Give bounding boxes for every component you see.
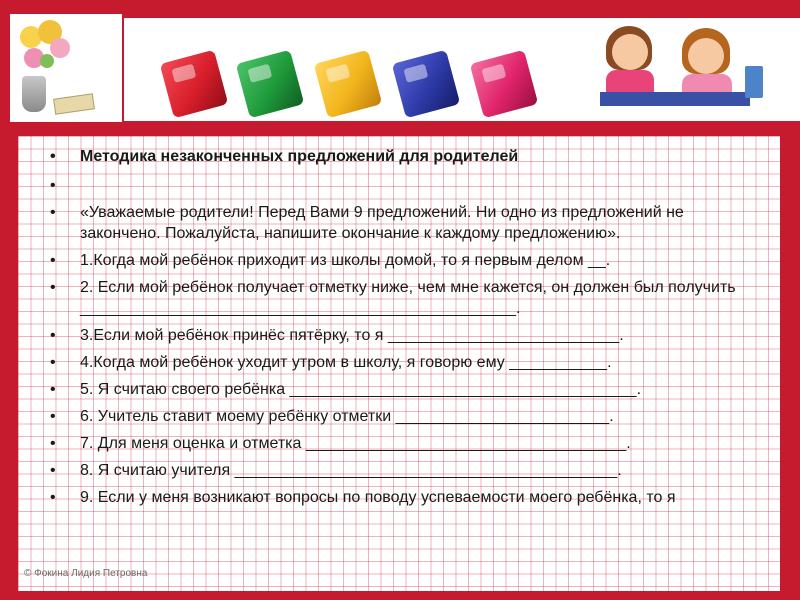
pencil-cup-icon [745, 66, 763, 98]
list-item-intro [50, 202, 740, 244]
list-item-text: Методика незаконченных предложений для родителей [80, 148, 519, 165]
book-icon [53, 93, 95, 114]
bullet-icon: • [50, 327, 56, 344]
bullet-icon: • [50, 252, 56, 269]
list-item-text: «Уважаемые родители! Перед Вами 9 предложений. Ни одно из предложений не закончено. Пожалуйста, напишите окончание к каждому предложению». [80, 204, 684, 242]
girl-face-icon [612, 34, 648, 70]
list-item-text: 2. Если мой ребёнок получает отметку ниже, чем мне кажется, он должен был получить _________________________________________________. [80, 279, 736, 317]
dress-icon [606, 70, 654, 94]
list-item-text: 9. Если у меня возникают вопросы по поводу успеваемости моего ребёнка, то я [80, 489, 676, 506]
list-item-text: 5. Я считаю своего ребёнка _______________________________________. [80, 381, 642, 398]
list-item [50, 277, 740, 319]
list-item-text: 4.Когда мой ребёнок уходит утром в школу, я говорю ему ___________. [80, 354, 612, 371]
copyright-text: © Фокина Лидия Петровна [24, 568, 148, 579]
content-panel [18, 136, 780, 591]
desk-icon [600, 92, 750, 106]
blue-gem-icon [392, 50, 461, 119]
bullet-icon: • [50, 381, 56, 398]
list-item [50, 460, 740, 481]
list-item [50, 325, 740, 346]
bullet-icon: • [50, 435, 56, 452]
list-item [50, 487, 740, 508]
list-item-text: 7. Для меня оценка и отметка ____________________________________. [80, 435, 631, 452]
vase-icon [22, 76, 46, 112]
bullet-icon: • [50, 354, 56, 371]
bullet-icon: • [50, 177, 56, 194]
flower-icon [40, 54, 54, 68]
yellow-gem-icon [314, 50, 383, 119]
bullet-icon: • [50, 204, 56, 221]
list-item [50, 250, 740, 271]
bullet-icon: • [50, 408, 56, 425]
list-item-text: 1.Когда мой ребёнок приходит из школы домой, то я первым делом __. [80, 252, 611, 269]
list-item [50, 433, 740, 454]
flowers-vase-image [10, 14, 122, 122]
list-item [50, 379, 740, 400]
list-item-title [50, 146, 740, 167]
bullet-icon: • [50, 148, 56, 165]
bullet-icon: • [50, 279, 56, 296]
bullet-icon: • [50, 489, 56, 506]
red-gem-icon [160, 50, 229, 119]
list-item-empty [50, 175, 740, 196]
list-item-text: 8. Я считаю учителя ___________________________________________. [80, 462, 622, 479]
pink-gem-icon [470, 50, 539, 119]
girl-face-icon [688, 38, 724, 74]
flower-icon [50, 38, 70, 58]
list-item-text: 6. Учитель ставит моему ребёнку отметки ________________________. [80, 408, 614, 425]
list-item [50, 352, 740, 373]
list-item-text: 3.Если мой ребёнок принёс пятёрку, то я __________________________. [80, 327, 624, 344]
sentence-list [50, 146, 740, 514]
list-item [50, 406, 740, 427]
bullet-icon: • [50, 462, 56, 479]
green-gem-icon [236, 50, 305, 119]
